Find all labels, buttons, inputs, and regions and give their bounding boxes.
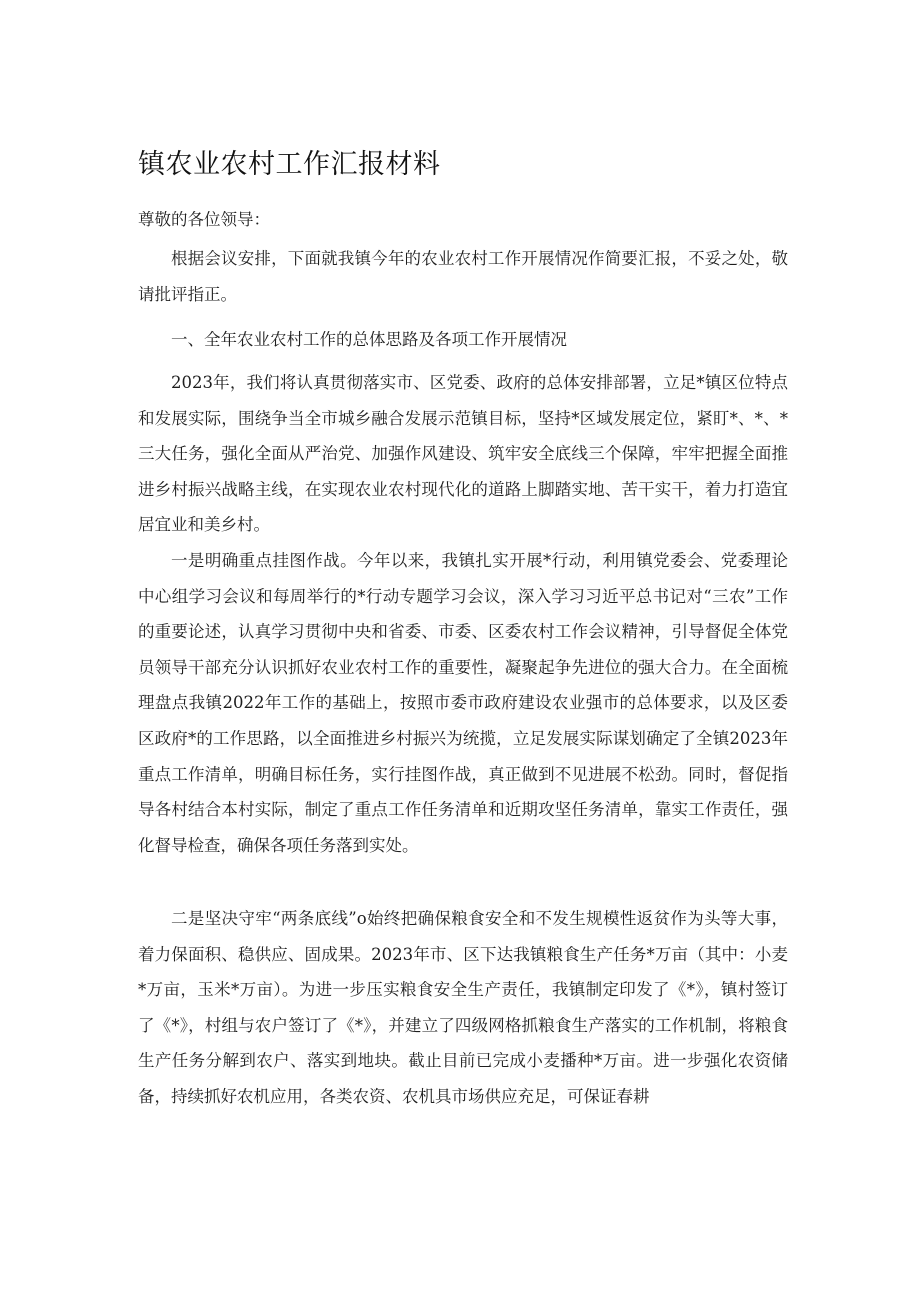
paragraph-intro: 根据会议安排，下面就我镇今年的农业农村工作开展情况作简要汇报，不妥之处，敬请批评指正。 xyxy=(138,249,788,304)
paragraph-point-two: 二是坚决守牢“两条底线”o始终把确保粮食安全和不发生规模性返贫作为头等大事，着力保面积、稳供应、固成果。2023年市、区下达我镇粮食生产任务*万亩（其中：小麦*万亩，玉米*万亩）。为进一步压实粮食安全生产责任，我镇制定印发了《*》，镇村签订了《*》，村组与农户签订了《*》，并建立了四级网格抓粮食生产落实的工作机制，将粮食生产任务分解到农户、落实到地块。截止目前已完成小麦播种*万亩。进一步强化农资储备，持续抓好农机应用，各类农资、农机具市场供应充足，可保证春耕 xyxy=(138,909,788,1106)
salutation: 尊敬的各位领导： xyxy=(138,210,270,229)
paragraph-point-one: 一是明确重点挂图作战。今年以来，我镇扎实开展*行动，利用镇党委会、党委理论中心组学习会议和每周举行的*行动专题学习会议，深入学习习近平总书记对“三农”工作的重要论述，认真学习贯彻中央和省委、市委、区委农村工作会议精神，引导督促全体党员领导干部充分认识抓好农业农村工作的重要性，凝聚起争先进位的强大合力。在全面梳理盘点我镇2022年工作的基础上，按照市委市政府建设农业强市的总体要求，以及区委区政府*的工作思路，以全面推进乡村振兴为统揽，立足发展实际谋划确定了全镇2023年重点工作清单，明确目标任务，实行挂图作战，真正做到不见进展不松劲。同时，督促指导各村结合本村实际，制定了重点工作任务清单和近期攻坚任务清单，靠实工作责任，强化督导检查，确保各项任务落到实处。 xyxy=(138,551,788,855)
document-title: 镇农业农村工作汇报材料 xyxy=(138,149,441,180)
section-heading: 一、全年农业农村工作的总体思路及各项工作开展情况 xyxy=(171,330,567,349)
paragraph-overview: 2023年，我们将认真贯彻落实市、区党委、政府的总体安排部署，立足*镇区位特点和发展实际，围绕争当全市城乡融合发展示范镇目标，坚持*区域发展定位，紧盯*、*、*三大任务，强化全面从严治党、加强作风建设、筑牢安全底线三个保障，牢牢把握全面推进乡村振兴战略主线，在实现农业农村现代化的道路上脚踏实地、苦干实干，着力打造宜居宜业和美乡村。 xyxy=(138,373,788,535)
